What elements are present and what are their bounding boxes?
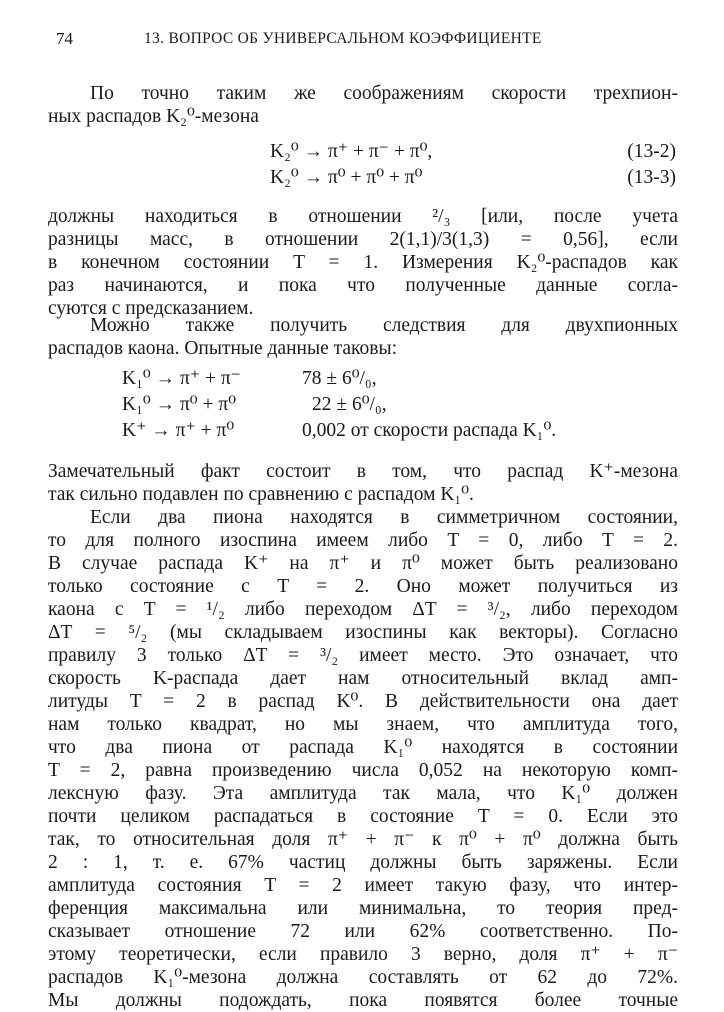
- paragraph-3: [48, 314, 678, 360]
- decay-reaction: K₁⁰ → π⁰ + π⁰: [122, 394, 237, 415]
- text-line: скорость K-распада дает нам относительный вклад амп-: [48, 668, 678, 689]
- paragraph-4: [48, 460, 678, 506]
- text-line: этому теоретически, если правило 3 верно, доля π⁺ + π⁻: [48, 944, 678, 965]
- text-line: нам только квадрат, но мы знаем, что амплитуда того,: [48, 714, 678, 735]
- chapter-title: 13. ВОПРОС ОБ УНИВЕРСАЛЬНОМ КОЭФФИЦИЕНТЕ: [144, 30, 542, 47]
- text-line: В случае распада K⁺ на π⁺ и π⁰ может быть реализовано: [48, 553, 678, 574]
- paragraph-1: [48, 82, 678, 128]
- text-line: раз начинаются, и пока что полученные данные согла-: [48, 275, 678, 296]
- text-line: Мы должны подождать, пока появятся более точные: [48, 990, 678, 1011]
- text-line: ных распадов K₂⁰-мезона: [48, 106, 259, 127]
- text-line: только состояние с T = 2. Оно может получиться из: [48, 576, 678, 597]
- text-line: то для полного изоспина имеем либо T = 0, либо T = 2.: [48, 530, 678, 551]
- decay-value: 78 ± 6⁰/₀,: [302, 368, 377, 389]
- running-header: [56, 29, 684, 51]
- text-line: так, то относительная доля π⁺ + π⁻ к π⁰ + π⁰ должна быть: [48, 829, 678, 850]
- text-line: почти целиком распадаться в состояние T = 0. Если это: [48, 806, 678, 827]
- text-line: разницы масс, в отношении 2(1,1)/3(1,3) = 0,56], если: [48, 229, 678, 250]
- text-line: в конечном состоянии T = 1. Измерения K₂⁰-распадов как: [48, 252, 678, 273]
- equation-13-2: K₂⁰ → π⁺ + π⁻ + π⁰,: [270, 141, 433, 162]
- text-line: литуды T = 2 в распад K⁰. В действительности она дает: [48, 691, 678, 712]
- decay-value: 22 ± 6⁰/₀,: [312, 394, 387, 415]
- text-line: амплитуда состояния T = 2 имеет такую фазу, что интер-: [48, 875, 678, 896]
- page-number: 74: [56, 29, 73, 48]
- text-line: сказывает отношение 72 или 62% соответственно. По-: [48, 921, 678, 942]
- paragraph-2: [48, 205, 678, 320]
- text-line: Можно также получить следствия для двухпионных: [90, 315, 678, 336]
- decay-reaction: K₁⁰ → π⁺ + π⁻: [122, 368, 241, 389]
- text-line: распадов K₁⁰-мезона должна составлять от 62 до 72%.: [48, 967, 678, 988]
- text-line: По точно таким же соображениям скорости трехпион-: [90, 83, 678, 104]
- text-line: так сильно подавлен по сравнению с распадом K₁⁰.: [48, 484, 474, 505]
- equation-number: (13-2): [627, 141, 676, 162]
- text-line: должны находиться в отношении ²/₃ [или, после учета: [48, 206, 678, 227]
- equation-number: (13-3): [627, 167, 676, 188]
- paragraph-5: [48, 506, 678, 1012]
- equation-13-3: K₂⁰ → π⁰ + π⁰ + π⁰: [270, 167, 423, 188]
- text-line: правилу 3 только ΔT = ³/₂ имеет место. Это означает, что: [48, 645, 678, 666]
- text-line: 2 : 1, т. е. 67% частиц должны быть заряжены. Если: [48, 852, 678, 873]
- text-line: Замечательный факт состоит в том, что распад K⁺-мезона: [48, 461, 678, 482]
- text-line: T = 2, равна произведению числа 0,052 на некоторую комп-: [48, 760, 678, 781]
- text-line: Если два пиона находятся в симметричном состоянии,: [90, 507, 678, 528]
- decay-reaction: K⁺ → π⁺ + π⁰: [122, 420, 235, 441]
- text-line: лексную фазу. Эта амплитуда так мала, что K₁⁰ должен: [48, 783, 678, 804]
- text-line: суются с предсказанием.: [48, 298, 254, 319]
- text-line: ференция максимальна или минимальна, то теория пред-: [48, 898, 678, 919]
- text-line: каона с T = ¹/₂ либо переходом ΔT = ³/₂, либо переходом: [48, 599, 678, 620]
- text-line: ΔT = ⁵/₂ (мы складываем изоспины как векторы). Согласно: [48, 622, 678, 643]
- text-line: что два пиона от распада K₁⁰ находятся в состоянии: [48, 737, 678, 758]
- decay-value: 0,002 от скорости распада K₁⁰.: [302, 420, 557, 441]
- text-line: распадов каона. Опытные данные таковы:: [48, 338, 397, 359]
